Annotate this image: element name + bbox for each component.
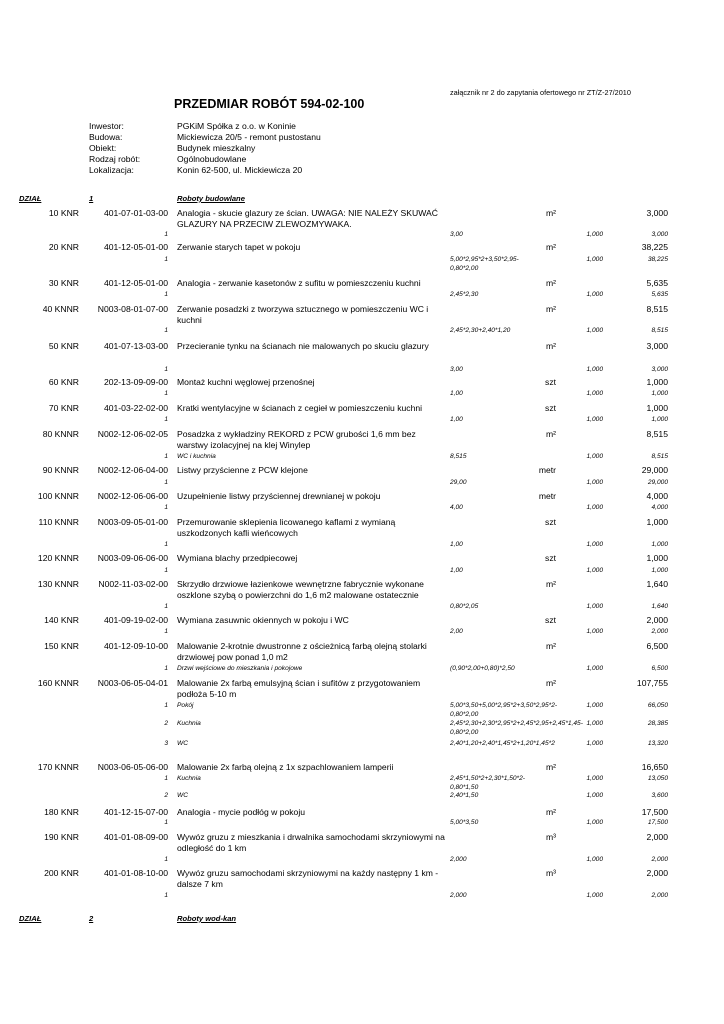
calc-value: 1,000: [651, 390, 668, 397]
item-number: 160 KNNR: [37, 678, 79, 688]
calc-index: 1: [164, 665, 168, 672]
calc-formula: 5,00*2,95*2+3,50*2,95-0,80*2,00: [450, 256, 519, 272]
item-code: 401-09-19-02-00: [103, 615, 168, 625]
calc-index: 2: [164, 792, 168, 799]
item-description: Malowanie 2x farbą emulsyjną ścian i sufitów z przygotowaniem podłoża 5-10 m: [177, 678, 421, 699]
calc-index: 1: [164, 567, 168, 574]
calc-index: 1: [164, 819, 168, 826]
item-quantity: 1,000: [646, 517, 668, 527]
item-code: N003-06-05-04-01: [97, 678, 168, 688]
item-description: Malowanie 2x farbą olejną z 1x szpachlowaniem lamperii: [177, 762, 394, 772]
item-code: N002-12-06-02-05: [97, 429, 168, 439]
item-quantity: 1,640: [646, 579, 668, 589]
item-unit: metr: [538, 491, 556, 501]
calc-formula: 2,00: [450, 628, 463, 635]
item-quantity: 2,000: [646, 868, 668, 878]
calc-index: 2: [164, 720, 168, 727]
calc-multiplier: 1,000: [586, 291, 603, 298]
item-quantity: 17,500: [641, 807, 668, 817]
calc-index: 1: [164, 775, 168, 782]
item-code: 401-01-08-10-00: [103, 868, 168, 878]
calc-index: 1: [164, 479, 168, 486]
item-quantity: 6,500: [646, 641, 668, 651]
calc-value: 1,000: [651, 541, 668, 548]
calc-multiplier: 1,000: [586, 775, 603, 782]
calc-multiplier: 1,000: [586, 628, 603, 635]
calc-value: 5,635: [651, 291, 668, 298]
calc-label: Drzwi wejściowe do mieszkania i pokojowe: [177, 665, 303, 672]
item-unit: m²: [545, 641, 556, 651]
calc-index: 1: [164, 291, 168, 298]
item-code: 401-12-05-01-00: [103, 242, 168, 252]
item-description: Kratki wentylacyjne w ścianach z cegieł w pomieszczeniu kuchni: [177, 403, 423, 413]
item-code: 401-01-08-09-00: [103, 832, 168, 842]
calc-multiplier: 1,000: [586, 702, 603, 709]
item-code: N002-12-06-06-00: [97, 491, 168, 501]
calc-formula: 2,45*1,50*2+2,30*1,50*2-0,80*1,50: [450, 775, 525, 791]
calc-value: 8,515: [651, 453, 668, 460]
calc-multiplier: 1,000: [586, 453, 603, 460]
calc-formula: 2,000: [450, 856, 467, 863]
calc-value: 17,500: [647, 819, 668, 826]
item-unit: m²: [545, 429, 556, 439]
calc-value: 13,050: [647, 775, 668, 782]
item-number: 70 KNR: [48, 403, 79, 413]
calc-multiplier: 1,000: [586, 479, 603, 486]
calc-index: 1: [164, 327, 168, 334]
item-unit: m²: [545, 807, 556, 817]
calc-multiplier: 1,000: [586, 327, 603, 334]
calc-formula: 3,00: [450, 231, 463, 238]
calc-index: 1: [164, 628, 168, 635]
item-quantity: 2,000: [646, 615, 668, 625]
calc-value: 28,385: [647, 720, 668, 727]
item-description: Posadzka z wykładziny REKORD z PCW grubości 1,6 mm bez warstwy izolacyjnej na klej Winylep: [177, 429, 416, 450]
item-unit: m²: [545, 341, 556, 351]
calc-formula: 4,00: [450, 504, 463, 511]
item-number: 60 KNR: [48, 377, 79, 387]
calc-index: 1: [164, 892, 168, 899]
calc-index: 1: [164, 256, 168, 263]
calc-formula: 1,00: [450, 541, 463, 548]
item-code: 401-03-22-02-00: [103, 403, 168, 413]
calc-value: 2,000: [651, 628, 668, 635]
meta-value: Konin 62-500, ul. Mickiewicza 20: [177, 165, 303, 175]
calc-value: 3,000: [651, 366, 668, 373]
item-description: Skrzydło drzwiowe łazienkowe wewnętrzne fabrycznie wykonane oszklone szybą o powierzchni do 1,6 m2 malowane ostatecznie: [177, 579, 424, 600]
calc-multiplier: 1,000: [586, 366, 603, 373]
calc-formula: 5,00*3,50: [450, 819, 479, 826]
calc-multiplier: 1,000: [586, 740, 603, 747]
calc-label: Kuchnia: [177, 720, 201, 727]
item-code: N003-08-01-07-00: [97, 304, 168, 314]
calc-multiplier: 1,000: [586, 665, 603, 672]
calc-formula: 2,40*1,50: [450, 792, 479, 799]
calc-formula: (0,90*2,00+0,80)*2,50: [450, 665, 515, 672]
calc-formula: 2,40*1,20+2,40*1,45*2+1,20*1,45*2: [450, 740, 555, 747]
calc-index: 1: [164, 390, 168, 397]
item-quantity: 5,635: [646, 278, 668, 288]
item-unit: szt: [545, 517, 556, 527]
calc-multiplier: 1,000: [586, 541, 603, 548]
item-unit: szt: [545, 377, 556, 387]
item-number: 100 KNNR: [37, 491, 79, 501]
meta-value: Budynek mieszkalny: [177, 143, 256, 153]
item-description: Uzupełnienie listwy przyściennej drewnianej w pokoju: [177, 491, 381, 501]
item-quantity: 3,000: [646, 208, 668, 218]
document-title: PRZEDMIAR ROBÓT 594-02-100: [174, 97, 365, 111]
item-number: 130 KNNR: [37, 579, 79, 589]
item-description: Analogia - skucie glazury ze ścian. UWAGA: NIE NALEŻY SKUWAĆ GLAZURY NA PRZECIW ZLEWOZMYWAKA.: [177, 208, 438, 229]
meta-value: Ogólnobudowlane: [177, 154, 247, 164]
item-number: 80 KNNR: [42, 429, 79, 439]
attachment-note: załącznik nr 2 do zapytania ofertowego nr ZT/Z-27/2010: [450, 88, 631, 97]
section-label: DZIAŁ: [19, 914, 42, 923]
item-quantity: 1,000: [646, 553, 668, 563]
item-number: 150 KNR: [44, 641, 79, 651]
item-code: N003-09-05-01-00: [97, 517, 168, 527]
item-unit: szt: [545, 403, 556, 413]
item-description: Zerwanie posadzki z tworzywa sztucznego w pomieszczeniu WC i kuchni: [177, 304, 429, 325]
calc-value: 1,640: [651, 603, 668, 610]
item-code: N003-09-06-06-00: [97, 553, 168, 563]
calc-multiplier: 1,000: [586, 416, 603, 423]
item-code: 401-12-05-01-00: [103, 278, 168, 288]
item-description: Analogia - zerwanie kasetonów z sufitu w pomieszczeniu kuchni: [177, 278, 421, 288]
item-description: Listwy przyścienne z PCW klejone: [177, 465, 308, 475]
calc-label: Kuchnia: [177, 775, 201, 782]
calc-value: 66,050: [647, 702, 668, 709]
calc-value: 3,600: [651, 792, 668, 799]
calc-value: 2,000: [651, 892, 668, 899]
calc-value: 13,320: [647, 740, 668, 747]
item-unit: m²: [545, 579, 556, 589]
item-quantity: 8,515: [646, 304, 668, 314]
calc-value: 8,515: [651, 327, 668, 334]
calc-index: 1: [164, 856, 168, 863]
item-unit: m²: [545, 304, 556, 314]
item-number: 50 KNR: [48, 341, 79, 351]
item-quantity: 107,755: [636, 678, 668, 688]
item-description: Wymiana zasuwnic okiennych w pokoju i WC: [177, 615, 349, 625]
calc-formula: 8,515: [450, 453, 467, 460]
calc-label: WC: [177, 792, 188, 799]
section-number: 1: [89, 194, 94, 203]
item-code: N002-12-06-04-00: [97, 465, 168, 475]
item-unit: m³: [545, 832, 556, 842]
item-unit: szt: [545, 553, 556, 563]
item-number: 40 KNNR: [42, 304, 79, 314]
calc-multiplier: 1,000: [586, 603, 603, 610]
calc-formula: 0,80*2,05: [450, 603, 479, 610]
item-quantity: 1,000: [646, 403, 668, 413]
section-title: Roboty wod-kan: [177, 914, 237, 923]
item-number: 120 KNNR: [37, 553, 79, 563]
item-number: 10 KNR: [48, 208, 79, 218]
item-quantity: 3,000: [646, 341, 668, 351]
calc-formula: 2,45*2,30+2,40*1,20: [450, 327, 511, 334]
item-number: 20 KNR: [48, 242, 79, 252]
item-code: 401-12-15-07-00: [103, 807, 168, 817]
calc-formula: 29,00: [450, 479, 467, 486]
calc-value: 1,000: [651, 567, 668, 574]
item-code: N002-11-03-02-00: [98, 579, 168, 589]
meta-label: Budowa:: [89, 132, 123, 142]
item-number: 90 KNNR: [42, 465, 79, 475]
item-description: Malowanie 2-krotnie dwustronne z ościeżnicą farbą olejną stolarki drzwiowej pow ponad 1,0 m2: [177, 641, 427, 662]
calc-multiplier: 1,000: [586, 792, 603, 799]
calc-label: WC i kuchnia: [177, 453, 216, 460]
calc-value: 4,000: [651, 504, 668, 511]
meta-label: Inwestor:: [89, 121, 124, 131]
item-code: 202-13-09-09-00: [103, 377, 168, 387]
calc-formula: 1,00: [450, 416, 463, 423]
calc-index: 1: [164, 231, 168, 238]
item-unit: m²: [545, 242, 556, 252]
meta-label: Rodzaj robót:: [89, 154, 141, 164]
calc-multiplier: 1,000: [586, 390, 603, 397]
calc-multiplier: 1,000: [586, 819, 603, 826]
item-number: 190 KNR: [44, 832, 79, 842]
item-description: Wywóz gruzu z mieszkania i drwalnika samochodami skrzyniowymi na odległość do 1 km: [177, 832, 445, 853]
item-unit: m²: [545, 278, 556, 288]
calc-index: 1: [164, 366, 168, 373]
item-unit: szt: [545, 615, 556, 625]
item-description: Przecieranie tynku na ścianach nie malowanych po skuciu glazury: [177, 341, 429, 351]
section-label: DZIAŁ: [19, 194, 42, 203]
item-code: 401-12-09-10-00: [103, 641, 168, 651]
calc-multiplier: 1,000: [586, 720, 603, 727]
item-quantity: 38,225: [641, 242, 668, 252]
item-description: Analogia - mycie podłóg w pokoju: [177, 807, 306, 817]
meta-label: Lokalizacja:: [89, 165, 134, 175]
calc-value: 29,000: [647, 479, 668, 486]
calc-formula: 2,45*2,30: [450, 291, 479, 298]
calc-multiplier: 1,000: [586, 231, 603, 238]
calc-formula: 1,00: [450, 567, 463, 574]
item-number: 200 KNR: [44, 868, 79, 878]
calc-multiplier: 1,000: [586, 504, 603, 511]
item-number: 140 KNR: [44, 615, 79, 625]
calc-index: 1: [164, 453, 168, 460]
meta-value: Mickiewicza 20/5 - remont pustostanu: [177, 132, 321, 142]
calc-value: 1,000: [651, 416, 668, 423]
item-quantity: 1,000: [646, 377, 668, 387]
item-quantity: 2,000: [646, 832, 668, 842]
calc-index: 1: [164, 416, 168, 423]
item-description: Zerwanie starych tapet w pokoju: [177, 242, 301, 252]
calc-index: 1: [164, 541, 168, 548]
section-number: 2: [89, 914, 94, 923]
calc-formula: 2,45*2,30+2,30*2,95*2+2,45*2,95+2,45*1,45-0,80*2,00: [450, 720, 583, 736]
calc-value: 2,000: [651, 856, 668, 863]
item-code: 401-07-13-03-00: [103, 341, 168, 351]
calc-label: WC: [177, 740, 188, 747]
item-number: 110 KNNR: [38, 517, 79, 527]
calc-value: 6,500: [651, 665, 668, 672]
section-title: Roboty budowlane: [177, 194, 245, 203]
calc-multiplier: 1,000: [586, 567, 603, 574]
item-number: 170 KNNR: [37, 762, 79, 772]
item-unit: m²: [545, 208, 556, 218]
item-unit: m³: [545, 868, 556, 878]
item-number: 180 KNR: [44, 807, 79, 817]
item-quantity: 8,515: [646, 429, 668, 439]
calc-index: 3: [164, 740, 168, 747]
item-unit: metr: [538, 465, 556, 475]
meta-value: PGKiM Spółka z o.o. w Koninie: [177, 121, 296, 131]
calc-index: 1: [164, 504, 168, 511]
calc-multiplier: 1,000: [586, 892, 603, 899]
calc-index: 1: [164, 702, 168, 709]
calc-formula: 5,00*3,50+5,00*2,95*2+3,50*2,95*2-0,80*2,00: [450, 702, 558, 718]
calc-multiplier: 1,000: [586, 256, 603, 263]
item-number: 30 KNR: [48, 278, 79, 288]
calc-formula: 3,00: [450, 366, 463, 373]
calc-formula: 1,00: [450, 390, 463, 397]
item-description: Wywóz gruzu samochodami skrzyniowymi na każdy następny 1 km - dalsze 7 km: [177, 868, 439, 889]
item-description: Przemurowanie sklepienia licowanego kaflami z wymianą uszkodzonych kafli wieńcowych: [177, 517, 396, 538]
calc-label: Pokój: [177, 702, 194, 709]
item-quantity: 16,650: [641, 762, 668, 772]
item-code: N003-06-05-06-00: [97, 762, 168, 772]
calc-multiplier: 1,000: [586, 856, 603, 863]
item-unit: m²: [545, 762, 556, 772]
calc-index: 1: [164, 603, 168, 610]
calc-formula: 2,000: [450, 892, 467, 899]
item-unit: m²: [545, 678, 556, 688]
item-description: Wymiana blachy przedpiecowej: [177, 553, 298, 563]
calc-value: 38,225: [647, 256, 668, 263]
item-quantity: 4,000: [646, 491, 668, 501]
meta-label: Obiekt:: [89, 143, 117, 153]
calc-value: 3,000: [651, 231, 668, 238]
item-description: Montaż kuchni węglowej przenośnej: [177, 377, 315, 387]
item-code: 401-07-01-03-00: [103, 208, 168, 218]
item-quantity: 29,000: [641, 465, 668, 475]
